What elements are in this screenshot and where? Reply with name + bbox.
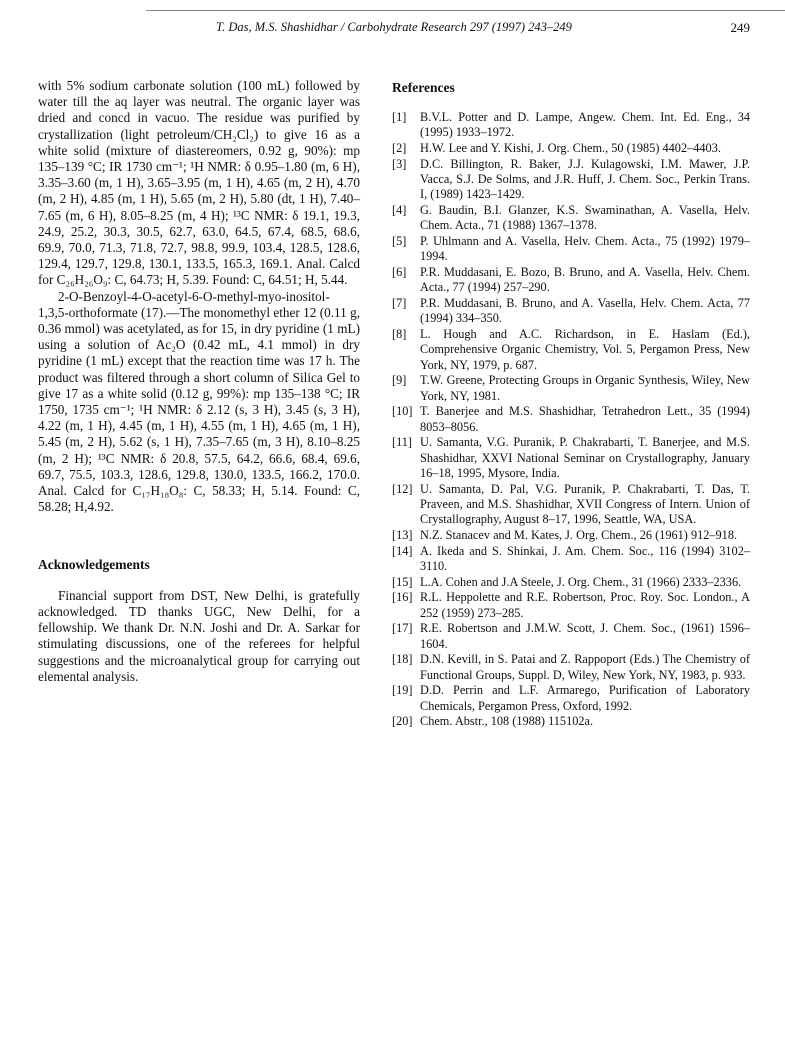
reference-item xyxy=(392,435,750,481)
reference-item xyxy=(392,141,750,156)
reference-text: P.R. Muddasani, B. Bruno, and A. Vasella, Helv. Chem. Acta, 77 (1994) 334–350. xyxy=(420,296,750,326)
reference-number: [15] xyxy=(392,574,413,589)
reference-number: [9] xyxy=(392,373,407,388)
reference-number: [2] xyxy=(392,141,407,156)
acknowledgements-heading: Acknowledgements xyxy=(38,557,150,573)
reference-number: [8] xyxy=(392,327,407,342)
references-heading: References xyxy=(392,80,455,95)
running-title: T. Das, M.S. Shashidhar / Carbohydrate Research 297 (1997) 243–249 xyxy=(216,20,572,34)
reference-item xyxy=(392,203,750,233)
reference-number: [18] xyxy=(392,652,413,667)
reference-item xyxy=(392,157,750,203)
reference-text: T. Banerjee and M.S. Shashidhar, Tetrahedron Lett., 35 (1994) 8053–8056. xyxy=(420,404,750,434)
reference-text: U. Samanta, D. Pal, V.G. Puranik, P. Chakrabarti, T. Das, T. Praveen, and M.S. Shashidhar, XVII Congress of Intern. Union of Crystallography, August 8–17, 1996, Seattle, WA, USA. xyxy=(420,481,750,527)
reference-item xyxy=(392,528,750,543)
reference-text: H.W. Lee and Y. Kishi, J. Org. Chem., 50 (1985) 4402–4403. xyxy=(420,141,721,156)
reference-item xyxy=(392,234,750,264)
reference-item xyxy=(392,265,750,295)
reference-text: R.E. Robertson and J.M.W. Scott, J. Chem. Soc., (1961) 1596–1604. xyxy=(420,621,750,651)
left-column xyxy=(38,78,360,685)
reference-text: T.W. Greene, Protecting Groups in Organic Synthesis, Wiley, New York, NY, 1981. xyxy=(420,373,750,403)
reference-number: [10] xyxy=(392,404,413,419)
reference-text: B.V.L. Potter and D. Lampe, Angew. Chem. Int. Ed. Eng., 34 (1995) 1933–1972. xyxy=(420,110,750,140)
reference-text: D.D. Perrin and L.F. Armarego, Purification of Laboratory Chemicals, Pergamon Press, Oxford, 1992. xyxy=(420,683,750,713)
acknowledgements-text: Financial support from DST, New Delhi, is gratefully acknowledged. TD thanks UGC, New Delhi, for a fellowship. We thank Dr. N.N. Joshi and Dr. A. Sarkar for stimulating discussions, one of the referees for helpful suggestions and the microanalytical group for carrying out elemental analysis. xyxy=(38,587,360,684)
reference-text: L. Hough and A.C. Richardson, in E. Haslam (Ed.), Comprehensive Organic Chemistry, Vol. 5, Pergamon Press, New York, NY, 1979, p. 687. xyxy=(420,327,750,372)
reference-item xyxy=(392,110,750,140)
running-header xyxy=(38,20,750,40)
reference-number: [14] xyxy=(392,543,413,558)
reference-list xyxy=(392,110,750,729)
reference-number: [6] xyxy=(392,265,407,280)
reference-number: [1] xyxy=(392,110,407,125)
reference-number: [13] xyxy=(392,527,413,542)
reference-number: [20] xyxy=(392,714,413,729)
reference-text: P. Uhlmann and A. Vasella, Helv. Chem. Acta., 75 (1992) 1979–1994. xyxy=(420,234,750,264)
reference-number: [19] xyxy=(392,683,413,698)
reference-item xyxy=(392,575,750,590)
reference-item xyxy=(392,327,750,373)
reference-number: [16] xyxy=(392,590,413,605)
reference-number: [3] xyxy=(392,157,407,171)
reference-item xyxy=(392,621,750,651)
page-number: 249 xyxy=(730,20,750,35)
reference-text: N.Z. Stanacev and M. Kates, J. Org. Chem., 26 (1961) 912–918. xyxy=(420,527,738,542)
reference-number: [11] xyxy=(392,435,413,450)
reference-number: [5] xyxy=(392,234,407,249)
reference-text: Chem. Abstr., 108 (1988) 115102a. xyxy=(420,714,594,729)
reference-item xyxy=(392,590,750,620)
reference-item xyxy=(392,714,750,729)
reference-item xyxy=(392,544,750,574)
reference-text: A. Ikeda and S. Shinkai, J. Am. Chem. Soc., 116 (1994) 3102–3110. xyxy=(420,543,750,573)
reference-text: D.N. Kevill, in S. Patai and Z. Rappoport (Eds.) The Chemistry of Functional Groups, Suppl. D, Wiley, New York, NY, 1983, p. 933. xyxy=(420,652,750,682)
reference-text: G. Baudin, B.I. Glanzer, K.S. Swaminathan, A. Vasella, Helv. Chem. Acta., 71 (1988) 1367–1378. xyxy=(420,203,750,233)
reference-text: P.R. Muddasani, E. Bozo, B. Bruno, and A. Vasella, Helv. Chem. Acta., 77 (1994) 257–290. xyxy=(420,265,750,295)
reference-number: [7] xyxy=(392,296,407,311)
reference-item xyxy=(392,373,750,403)
experimental-paragraph-16: with 5% sodium carbonate solution (100 mL) followed by water till the aq layer was neutral. The organic layer was dried and concd in vacuo. The residue was purified by crystallization (light petroleum/CH₂Cl₂) to give 16 as a white solid (mixture of diastereomers, 0.92 g, 90%): mp 135–139 °C; IR 1730 cm⁻¹; ¹H NMR: δ 0.95–1.80 (m, 6 H), 3.35–3.60 (m, 1 H), 3.65–3.95 (m, 1 H), 4.65 (m, 2 H), 4.70 (m, 2 H), 4.85 (m, 1 H), 5.65 (m, 2 H), 5.80 (dt, 1 H), 7.40–7.65 (m, 6 H), 8.05–8.25 (m, 4 H); ¹³C NMR: δ 19.1, 19.3, 24.9, 25.2, 30.3, 30.5, 62.7, 63.0, 64.5, 67.4, 68.5, 68.6, 69.9, 70.0, 71.3, 71.8, 72.7, 98.8, 99.9, 103.4, 128.5, 128.6, 129.4, 129.7, 129.8, 130.1, 133.5, 165.3, 169.1. Anal. Calcd for C₂₆H₂₆O₉: C, 64.73; H, 5.39. Found: C, 64.51; H, 5.44. xyxy=(38,78,360,288)
experimental-paragraph-17: 2-O-Benzoyl-4-O-acetyl-6-O-methyl-myo-inositol-1,3,5-orthoformate (17).—The monomethyl ether 12 (0.11 g, 0.36 mmol) was acetylated, as for 15, in dry pyridine (1 mL) using a solution of Ac₂O (0.42 mL, 4.1 mmol) in dry pyridine (1 mL) except that the reaction time was 17 h. The product was filtered through a short column of Silica Gel to give 17 as a white solid (0.12 g, 99%): mp 135–138 °C; IR 1750, 1735 cm⁻¹; ¹H NMR: δ 2.12 (s, 3 H), 3.45 (s, 3 H), 4.22 (m, 1 H), 4.45 (m, 1 H), 4.55 (m, 1 H), 4.65 (m, 1 H), 5.45 (m, 2 H), 5.62 (s, 1 H), 7.35–7.65 (m, 3 H), 8.10–8.25 (m, 2 H); ¹³C NMR: δ 20.8, 57.5, 64.2, 66.6, 68.4, 69.6, 69.7, 75.5, 103.3, 128.6, 129.8, 130.0, 133.5, 166.2, 170.0. Anal. Calcd for C₁₇H₁₈O₈: C, 58.33; H, 5.14. Found: C, 58.28; H,4.92. xyxy=(38,288,360,515)
reference-text: U. Samanta, V.G. Puranik, P. Chakrabarti, T. Banerjee, and M.S. Shashidhar, XXVI National Seminar on Crystallography, January 16–18, 1995, Mysore, India. xyxy=(420,435,750,480)
reference-item xyxy=(392,482,750,528)
reference-text: R.L. Heppolette and R.E. Robertson, Proc. Roy. Soc. London., A 252 (1959) 273–285. xyxy=(420,590,750,620)
header-rule xyxy=(146,10,785,11)
reference-item xyxy=(392,683,750,713)
reference-text: L.A. Cohen and J.A Steele, J. Org. Chem., 31 (1966) 2333–2336. xyxy=(420,574,742,589)
reference-item xyxy=(392,652,750,682)
reference-text: D.C. Billington, R. Baker, J.J. Kulagowski, I.M. Mawer, J.P. Vacca, S.J. De Solms, and J.R. Huff, J. Chem. Soc., Perkin Trans. I, (1989) 1423–1429. xyxy=(420,157,750,202)
reference-number: [12] xyxy=(392,481,413,496)
references-column xyxy=(392,80,750,730)
reference-item xyxy=(392,296,750,326)
reference-item xyxy=(392,404,750,434)
reference-number: [17] xyxy=(392,621,413,636)
reference-number: [4] xyxy=(392,203,407,218)
